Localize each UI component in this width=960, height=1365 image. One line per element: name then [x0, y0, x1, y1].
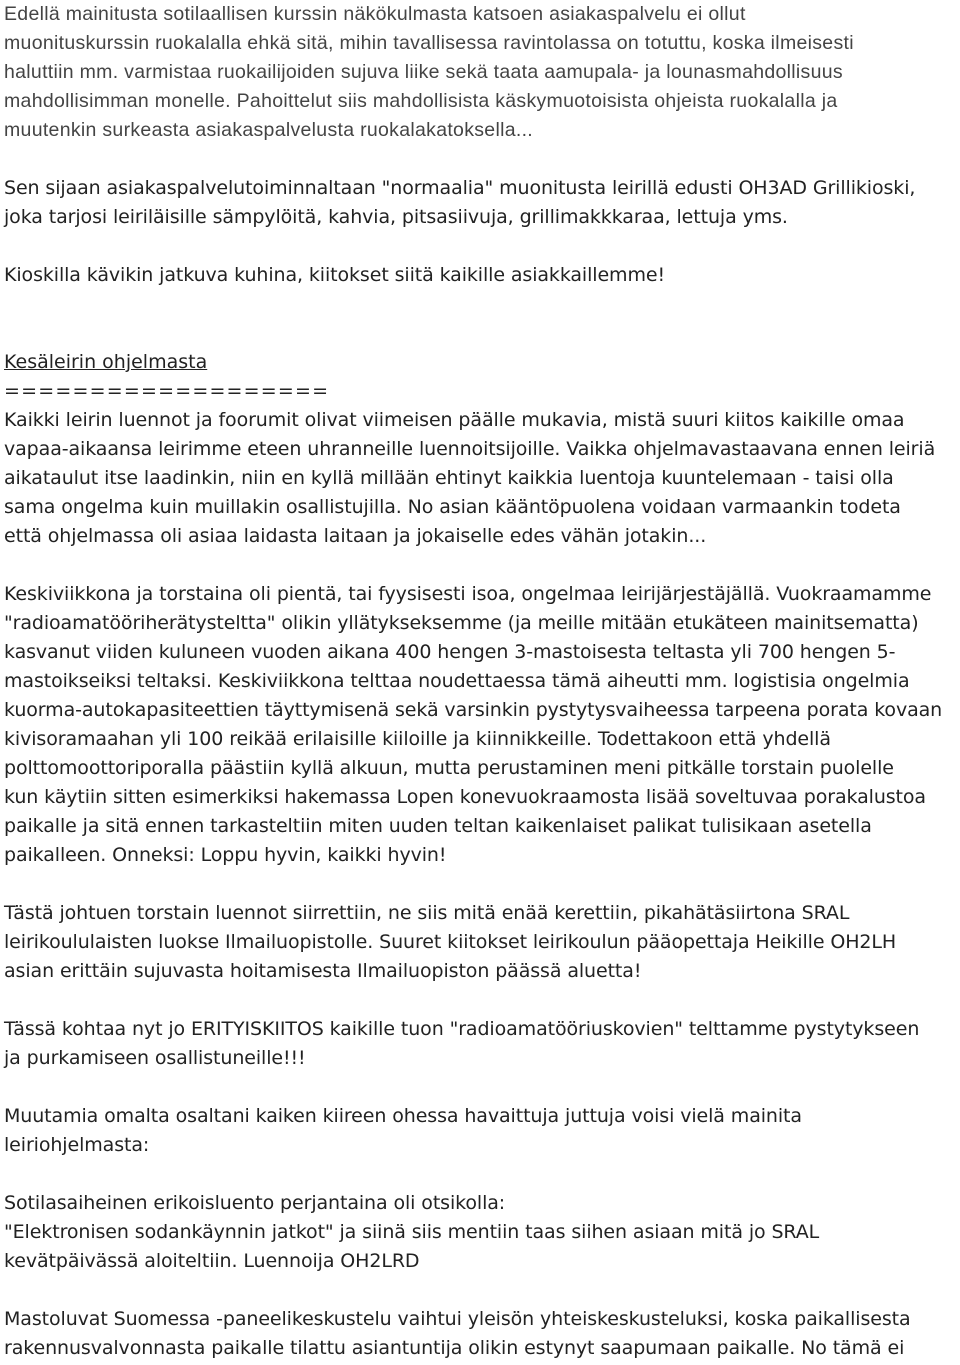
paragraph-teltta: [4, 580, 958, 870]
text-line: kevätpäivässä aloiteltiin. Luennoija OH2LRD: [4, 1250, 420, 1272]
section-header: [4, 348, 958, 406]
text-line: kasvanut viiden kuluneen vuoden aikana 400 hengen 3-mastoisesta teltasta yli 700 hengen 5-: [4, 641, 896, 663]
text-line: Tästä johtuen torstain luennot siirrettiin, ne siis mitä enää kerettiin, pikahätäsiirtona SRAL: [4, 902, 850, 924]
text-line: "radioamatööriherätysteltta" olikin yllätykseksemme (ja meille mitään etukäteen mainitsematta): [4, 612, 919, 634]
text-line: joka tarjosi leiriläisille sämpylöitä, kahvia, pitsasiivuja, grillimakkkaraa, lettuja yms.: [4, 206, 788, 228]
text-line: paikalle ja sitä ennen tarkasteltiin miten uuden teltan kaikenlaiset palikat tulisikaan asetella: [4, 815, 872, 837]
text-line: Kioskilla kävikin jatkuva kuhina, kiitokset siitä kaikille asiakkaillemme!: [4, 264, 665, 286]
text-line: muutenkin surkeasta asiakaspalvelusta ruokalakatoksella...: [4, 119, 534, 141]
text-line: mastoikseiksi teltaksi. Keskiviikkona telttaa noudettaessa tämä aiheutti mm. logistisia ongelmia: [4, 670, 910, 692]
text-line: sama ongelma kuin muillakin osallistujilla. No asian kääntöpuolena voidaan varmaankin todeta: [4, 496, 901, 518]
text-line: leiriohjelmasta:: [4, 1134, 150, 1156]
text-line: vapaa-aikaansa leirimme eteen uhranneille luennoitsijoille. Vaikka ohjelmavastaavana ennen leiriä: [4, 438, 936, 460]
paragraph-intro: [4, 0, 958, 145]
document-body: [4, 0, 958, 1363]
paragraph-grillikioski: [4, 174, 958, 232]
text-line: Keskiviikkona ja torstaina oli pientä, tai fyysisesti isoa, ongelmaa leirijärjestäjällä. Vuokraamamme: [4, 583, 932, 605]
text-line: kivisoramaahan yli 100 reikää erilaisille kiiloille ja kiinnikkeille. Todettakoon että yhdellä: [4, 728, 831, 750]
paragraph-mastoluvat: [4, 1305, 958, 1363]
paragraph-siirto: [4, 899, 958, 986]
text-line: Sotilasaiheinen erikoisluento perjantaina oli otsikolla:: [4, 1192, 506, 1214]
text-line: kuorma-autokapasiteettien täyttymisenä sekä varsinkin pystytysvaiheessa tarpeena porata kovaan: [4, 699, 943, 721]
text-line: polttomoottoriporalla päästiin kyllä alkuun, mutta perustaminen meni pitkälle torstain puolelle: [4, 757, 894, 779]
text-line: haluttiin mm. varmistaa ruokailijoiden sujuva liike sekä taata aamupala- ja lounasmahdollisuus: [4, 61, 843, 83]
paragraph-erityiskiitos: [4, 1015, 958, 1073]
paragraph-muutamia: [4, 1102, 958, 1160]
text-line: paikalleen. Onneksi: Loppu hyvin, kaikki hyvin!: [4, 844, 447, 866]
text-line: että ohjelmassa oli asiaa laidasta laitaan ja jokaiselle edes vähän jotakin...: [4, 525, 707, 547]
text-line: ja purkamiseen osallistuneille!!!: [4, 1047, 306, 1069]
text-line: Kaikki leirin luennot ja foorumit olivat viimeisen päälle mukavia, mistä suuri kiitos kaikille omaa: [4, 409, 905, 431]
text-line: mahdollisimman monelle. Pahoittelut siis mahdollisista käskymuotoisista ohjeista ruokalalla ja: [4, 90, 838, 112]
text-line: muonituskurssin ruokalalla ehkä sitä, mihin tavallisessa ravintolassa on totuttu, koska ilmeisesti: [4, 32, 854, 54]
text-line: aikataulut itse laadinkin, niin en kyllä millään ehtinyt kaikkia luentoja kuuntelemaan - taisi olla: [4, 467, 894, 489]
heading-rule: ===================: [4, 380, 330, 402]
text-line: "Elektronisen sodankäynnin jatkot" ja siinä siis mentiin taas siihen asiaan mitä jo SRAL: [4, 1221, 820, 1243]
text-line: leirikoululaisten luokse Ilmailuopistolle. Suuret kiitokset leirikoulun pääopettaja Heikille OH2LH: [4, 931, 897, 953]
text-line: rakennusvalvonnasta paikalle tilattu asiantuntija olikin estynyt saapumaan paikalle. No tämä ei: [4, 1337, 905, 1359]
text-line: asian erittäin sujuvasta hoitamisesta Ilmailuopiston päässä aluetta!: [4, 960, 642, 982]
paragraph-sotilasluento: [4, 1189, 958, 1276]
text-line: Edellä mainitusta sotilaallisen kurssin näkökulmasta katsoen asiakaspalvelu ei ollut: [4, 3, 746, 25]
text-line: Sen sijaan asiakaspalvelutoiminnaltaan "normaalia" muonitusta leirillä edusti OH3AD Grillikioski,: [4, 177, 916, 199]
text-line: kun käytiin sitten esimerkiksi hakemassa Lopen konevuokraamosta lisää soveltuvaa porakalustoa: [4, 786, 926, 808]
text-line: Mastoluvat Suomessa -paneelikeskustelu vaihtui yleisön yhteiskeskusteluksi, koska paikallisesta: [4, 1308, 911, 1330]
section-heading: Kesäleirin ohjelmasta: [4, 351, 208, 373]
paragraph-kioski-thanks: [4, 261, 958, 290]
paragraph-luennot: [4, 406, 958, 551]
text-line: Tässä kohtaa nyt jo ERITYISKIITOS kaikille tuon "radioamatööriuskovien" telttamme pystytykseen: [4, 1018, 920, 1040]
text-line: Muutamia omalta osaltani kaiken kiireen ohessa havaittuja juttuja voisi vielä mainita: [4, 1105, 802, 1127]
